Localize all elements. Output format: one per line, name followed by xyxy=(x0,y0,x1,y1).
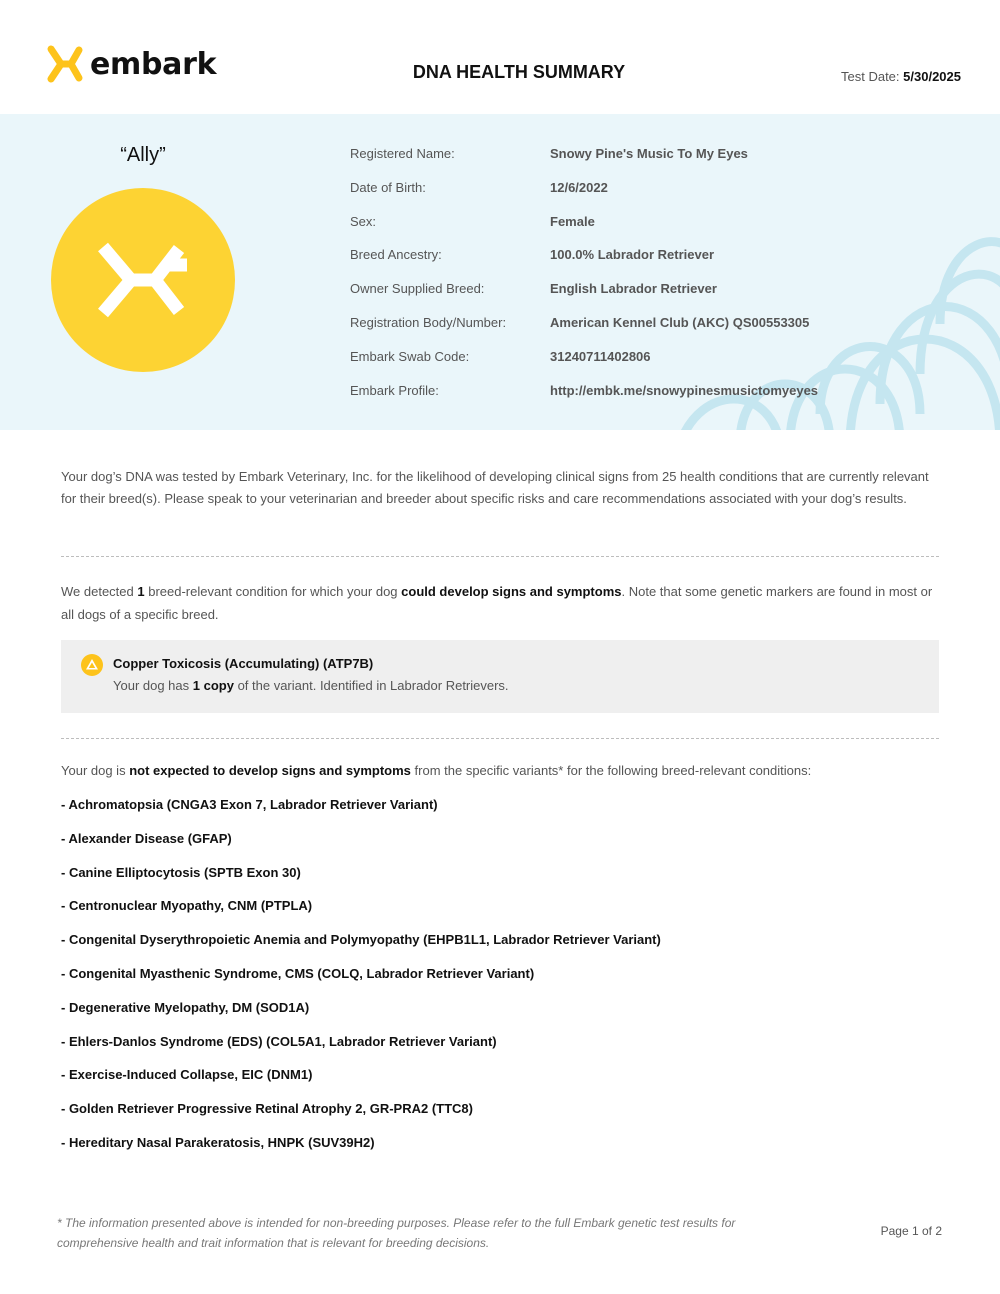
detail-value: 31240711402806 xyxy=(550,348,651,364)
detail-label: Owner Supplied Breed: xyxy=(350,281,485,297)
detected-emphasis: could develop signs and symptoms xyxy=(401,584,622,599)
detected-text: . Note that some genetic markers are found in most or all dogs of a specific breed. xyxy=(61,584,933,622)
section-divider xyxy=(61,556,939,557)
detail-value: Snowy Pine's Music To My Eyes xyxy=(550,146,748,161)
detail-label: Sex: xyxy=(350,213,377,229)
profile-link[interactable]: http://embk.me/snowypinesmusictomyeyes xyxy=(550,382,819,398)
detail-value: 100.0% Labrador Retriever xyxy=(550,247,715,263)
embark-logo-icon xyxy=(95,237,191,323)
page-title: DNA HEALTH SUMMARY xyxy=(412,62,626,82)
condition-item: - Exercise-Induced Collapse, EIC (DNM1) xyxy=(61,1067,313,1083)
not-expected-paragraph xyxy=(61,763,941,778)
notexp-text: from the specific variants* for the following breed-relevant conditions: xyxy=(410,763,812,778)
dog-info-panel xyxy=(0,114,1000,430)
test-date-value: 5/30/2025 xyxy=(903,69,961,84)
alert-description xyxy=(113,678,509,693)
detail-label: Embark Profile: xyxy=(350,382,439,398)
condition-item: - Congenital Dyserythropoietic Anemia and Polymyopathy (EHPB1L1, Labrador Retriever Variant) xyxy=(61,932,661,948)
notexp-emphasis: not expected to develop signs and symptoms xyxy=(129,763,411,778)
detail-value: 12/6/2022 xyxy=(550,179,608,195)
detected-text: We detected xyxy=(61,584,138,599)
footnote: * The information presented above is intended for non-breeding purposes. Please refer to the full Embark genetic test results for comprehensive health and trait information that is relevant for breeding decisions. xyxy=(57,1216,736,1250)
test-date-label: Test Date: xyxy=(841,69,900,84)
dog-avatar xyxy=(51,188,235,372)
detail-label: Breed Ancestry: xyxy=(350,247,442,263)
dog-name: “Ally” xyxy=(120,144,166,166)
condition-item: - Ehlers-Danlos Syndrome (EDS) (COL5A1, Labrador Retriever Variant) xyxy=(61,1033,497,1049)
condition-item: - Centronuclear Myopathy, CNM (PTPLA) xyxy=(61,898,313,914)
detail-label: Registration Body/Number: xyxy=(350,314,507,330)
condition-item: - Congenital Myasthenic Syndrome, CMS (COLQ, Labrador Retriever Variant) xyxy=(61,965,535,981)
warning-triangle-icon xyxy=(81,654,103,676)
page-number: Page 1 of 2 xyxy=(880,1224,942,1238)
detail-label: Date of Birth: xyxy=(350,179,426,195)
detail-label: Registered Name: xyxy=(350,146,455,161)
condition-item: - Degenerative Myelopathy, DM (SOD1A) xyxy=(61,999,310,1015)
detail-value: English Labrador Retriever xyxy=(550,281,717,297)
condition-item: - Hereditary Nasal Parakeratosis, HNPK (SUV39H2) xyxy=(61,1134,375,1150)
condition-list xyxy=(61,797,661,1169)
alert-copy-count: 1 copy xyxy=(192,678,234,693)
condition-item: - Achromatopsia (CNGA3 Exon 7, Labrador Retriever Variant) xyxy=(61,797,438,812)
detail-value: American Kennel Club (AKC) QS00553305 xyxy=(550,314,810,330)
condition-item: - Canine Elliptocytosis (SPTB Exon 30) xyxy=(61,864,301,880)
test-date xyxy=(841,69,961,84)
notexp-text: Your dog is xyxy=(61,763,130,778)
section-divider xyxy=(61,738,939,739)
detected-text: breed-relevant condition for which your dog xyxy=(144,584,402,599)
detected-paragraph xyxy=(61,580,941,626)
alert-title: Copper Toxicosis (Accumulating) (ATP7B) xyxy=(113,656,374,671)
page-header xyxy=(0,0,1000,114)
alert-text: Your dog has xyxy=(113,678,193,693)
condition-item: - Alexander Disease (GFAP) xyxy=(61,830,232,846)
alert-text: of the variant. Identified in Labrador Retrievers. xyxy=(233,678,509,693)
detected-count: 1 xyxy=(137,584,145,599)
condition-alert xyxy=(61,640,939,713)
detail-value: Female xyxy=(550,213,595,229)
condition-item: - Golden Retriever Progressive Retinal Atrophy 2, GR-PRA2 (TTC8) xyxy=(61,1101,473,1117)
detail-label: Embark Swab Code: xyxy=(350,348,470,364)
intro-paragraph: Your dog’s DNA was tested by Embark Veterinary, Inc. for the likelihood of developing clinical signs from 25 health conditions that are currently relevant for their breed(s). Please speak to your veterinarian and breeder about specific risks and care recommendations associated with your dog’s results. xyxy=(61,469,929,506)
brand-name: embark xyxy=(90,46,217,82)
